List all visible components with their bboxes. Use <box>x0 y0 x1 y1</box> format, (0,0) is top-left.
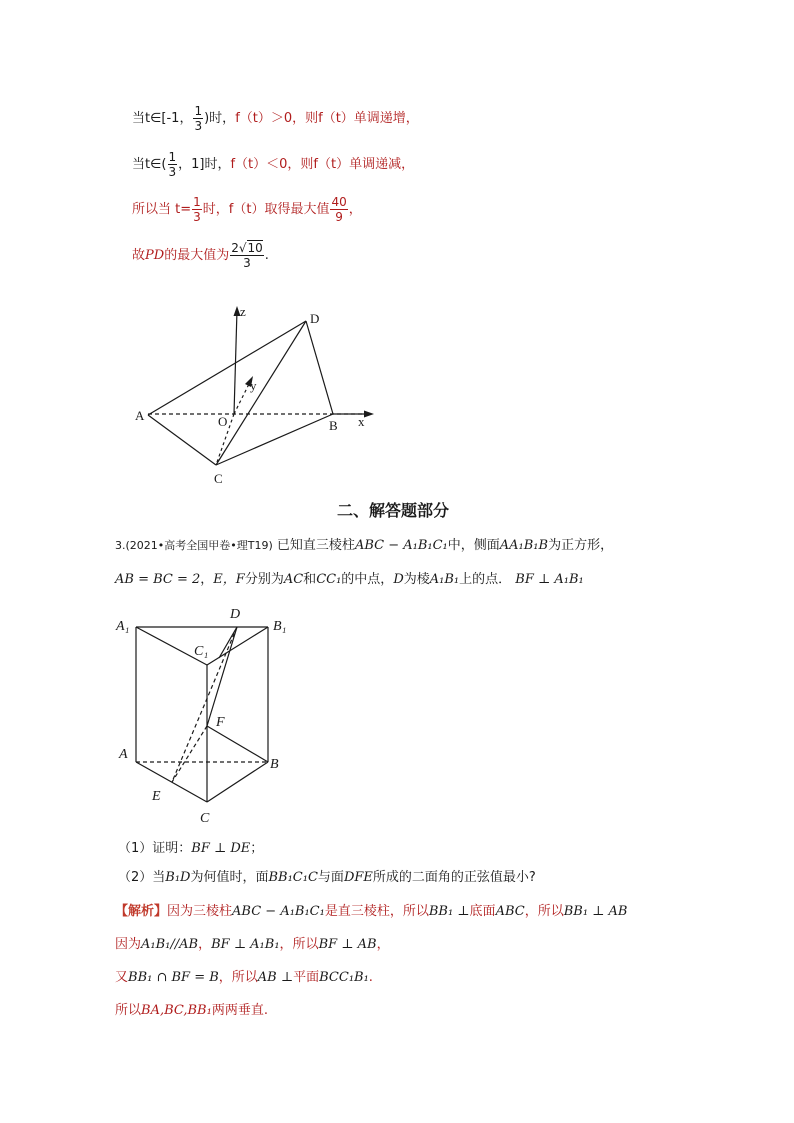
edge-AD <box>148 321 306 415</box>
analysis-1a: 因为三棱柱 <box>167 904 233 919</box>
line2-prefix: 当t∈( <box>132 157 167 172</box>
figure-triangular-prism <box>112 602 312 827</box>
question-2 <box>118 870 536 886</box>
edge-CB <box>207 762 268 802</box>
line3-end: ， <box>348 202 362 217</box>
analysis-3e: 平面 <box>293 970 320 985</box>
segment-DC1 <box>219 627 237 658</box>
analysis-1h: BB₁ ⊥ AB <box>563 904 628 919</box>
solution-line-1 <box>132 104 419 133</box>
analysis-1d: BB₁ ⊥ <box>428 904 470 919</box>
edge-C1B1 <box>207 627 268 665</box>
analysis-2c: ， <box>198 937 212 952</box>
q1-end: ； <box>250 841 264 856</box>
analysis-3d: AB ⊥ <box>257 970 294 985</box>
section-heading: 二、解答题部分 <box>337 501 450 520</box>
q2-label: （2）当 <box>118 870 166 885</box>
analysis-2g: ， <box>376 937 390 952</box>
problem-stmt-1c: 为正方形， <box>548 538 614 553</box>
label-C: C <box>214 471 223 486</box>
label-C: C <box>200 811 210 826</box>
analysis-1c: 是直三棱柱，所以 <box>324 904 429 919</box>
analysis-line-3 <box>115 970 373 986</box>
analysis-2e: ，所以 <box>279 937 319 952</box>
analysis-3a: 又 <box>115 970 129 985</box>
problem-line-2 <box>115 572 584 588</box>
q1-label: （1）证明： <box>118 841 192 856</box>
edge-AC <box>136 762 207 802</box>
problem-source: (2021•高考全国甲卷•理T19) <box>125 539 273 552</box>
analysis-line-1 <box>115 904 627 920</box>
analysis-4a: 所以 <box>115 1003 142 1018</box>
problem-a1b1: A₁B₁ <box>429 572 460 587</box>
line3-condition: f（t）取得最大值 <box>228 202 330 217</box>
label-D: D <box>310 311 320 326</box>
label-B1: B₁ <box>273 619 287 634</box>
line4-var: PD <box>145 248 165 263</box>
analysis-3g: . <box>368 970 373 985</box>
analysis-4c: 两两垂直. <box>211 1003 268 1018</box>
fraction-one-third: $\frac{1}{3}$ <box>168 150 177 179</box>
edge-DB <box>306 321 333 414</box>
label-A: A <box>135 408 145 423</box>
edge-CD <box>216 321 306 465</box>
problem-prism: ABC − A₁B₁C₁ <box>354 538 448 553</box>
analysis-2f: BF ⊥ AB <box>318 937 377 952</box>
fraction-one-third: $\frac{1}{3}$ <box>194 104 203 133</box>
label-D: D <box>230 607 241 622</box>
q2-text-a: 为何值时，面 <box>190 870 269 885</box>
analysis-2d: BF ⊥ A₁B₁ <box>211 937 280 952</box>
label-O: O <box>218 414 228 429</box>
q2-text-b: 与面 <box>317 870 344 885</box>
line4-mid: 的最大值为 <box>164 248 230 263</box>
fraction-max-value: $\frac{40}{9}$ <box>331 195 347 224</box>
line4-end: . <box>264 248 269 263</box>
analysis-3f: BCC₁B₁ <box>319 970 369 985</box>
analysis-1b: ABC − A₁B₁C₁ <box>232 904 325 919</box>
analysis-3b: BB₁ ∩ BF = B <box>128 970 219 985</box>
q2-text-c: 所成的二面角的正弦值最小? <box>372 870 536 885</box>
label-C1: C₁ <box>194 644 209 659</box>
label-B: B <box>329 418 338 433</box>
problem-d: D <box>393 572 404 587</box>
problem-text-fenbie: 分别为 <box>244 572 284 587</box>
problem-line-1 <box>115 538 613 554</box>
problem-text-edge: 为棱 <box>403 572 430 587</box>
label-A: A <box>119 747 128 762</box>
analysis-1g: ，所以 <box>524 904 564 919</box>
problem-stmt-1b: 中，侧面 <box>447 538 500 553</box>
line2-suffix: ，1]时， <box>178 157 231 172</box>
line1-suffix: )时， <box>204 111 236 126</box>
edge-CB <box>216 414 333 465</box>
line3-prefix: 所以当 t= <box>132 202 192 217</box>
solution-line-3 <box>132 195 362 224</box>
edge-AC <box>148 415 216 465</box>
solution-line-4 <box>132 241 269 270</box>
y-axis <box>234 382 250 414</box>
analysis-1f: ABC <box>495 904 525 919</box>
label-F: F <box>216 715 225 730</box>
line3-mid: 时， <box>202 202 229 217</box>
fraction-pd-max: $\frac{2√10}{3}$ <box>231 241 263 270</box>
q2-b1d: B₁D <box>165 870 191 885</box>
problem-text-midpoint: 的中点， <box>341 572 394 587</box>
analysis-2a: 因为 <box>115 937 142 952</box>
label-E: E <box>152 789 161 804</box>
analysis-4b: BA,BC,BB₁ <box>141 1003 212 1018</box>
analysis-2b: A₁B₁//AB <box>141 937 199 952</box>
problem-bf-perp: BF ⊥ A₁B₁ <box>515 572 584 587</box>
q2-face-1: BB₁C₁C <box>268 870 318 885</box>
label-A1: A₁ <box>116 619 130 634</box>
line2-condition: f（t）＜0，则f（t）单调递减， <box>230 157 415 172</box>
problem-text-he: 和 <box>303 572 317 587</box>
line4-prefix: 故 <box>132 248 146 263</box>
problem-number: 3. <box>115 539 126 552</box>
problem-cc1: CC₁ <box>316 572 342 587</box>
analysis-tag: 【解析】 <box>115 904 168 919</box>
line1-condition: f（t）＞0，则f（t）单调递增， <box>235 111 419 126</box>
analysis-3c: ，所以 <box>218 970 258 985</box>
segment-FB <box>207 726 268 762</box>
problem-stmt-1a: 已知直三棱柱 <box>276 538 355 553</box>
analysis-line-2 <box>115 937 390 953</box>
fraction-one-third: $\frac{1}{3}$ <box>193 195 201 224</box>
problem-ac: AC <box>283 572 304 587</box>
solution-line-2 <box>132 150 414 179</box>
analysis-1e: 底面 <box>469 904 496 919</box>
analysis-line-4 <box>115 1003 268 1019</box>
label-z: z <box>240 304 246 319</box>
problem-ef: E，F <box>213 572 245 587</box>
q1-math: BF ⊥ DE <box>191 841 251 856</box>
label-B: B <box>270 757 279 772</box>
problem-face: AA₁B₁B <box>499 538 549 553</box>
problem-text-point: 上的点． <box>459 572 512 587</box>
x-axis-arrow <box>364 411 374 418</box>
problem-comma: ， <box>200 572 214 587</box>
question-1 <box>118 841 263 857</box>
problem-ab-bc: AB = BC = 2 <box>115 572 201 587</box>
q2-face-2: DFE <box>343 870 373 885</box>
segment-DF <box>207 627 237 726</box>
line1-prefix: 当t∈[-1， <box>132 111 193 126</box>
label-y: y <box>250 378 257 393</box>
label-x: x <box>358 414 365 429</box>
segment-FE-dashed <box>172 726 207 782</box>
figure-coordinate-pyramid <box>128 302 388 492</box>
